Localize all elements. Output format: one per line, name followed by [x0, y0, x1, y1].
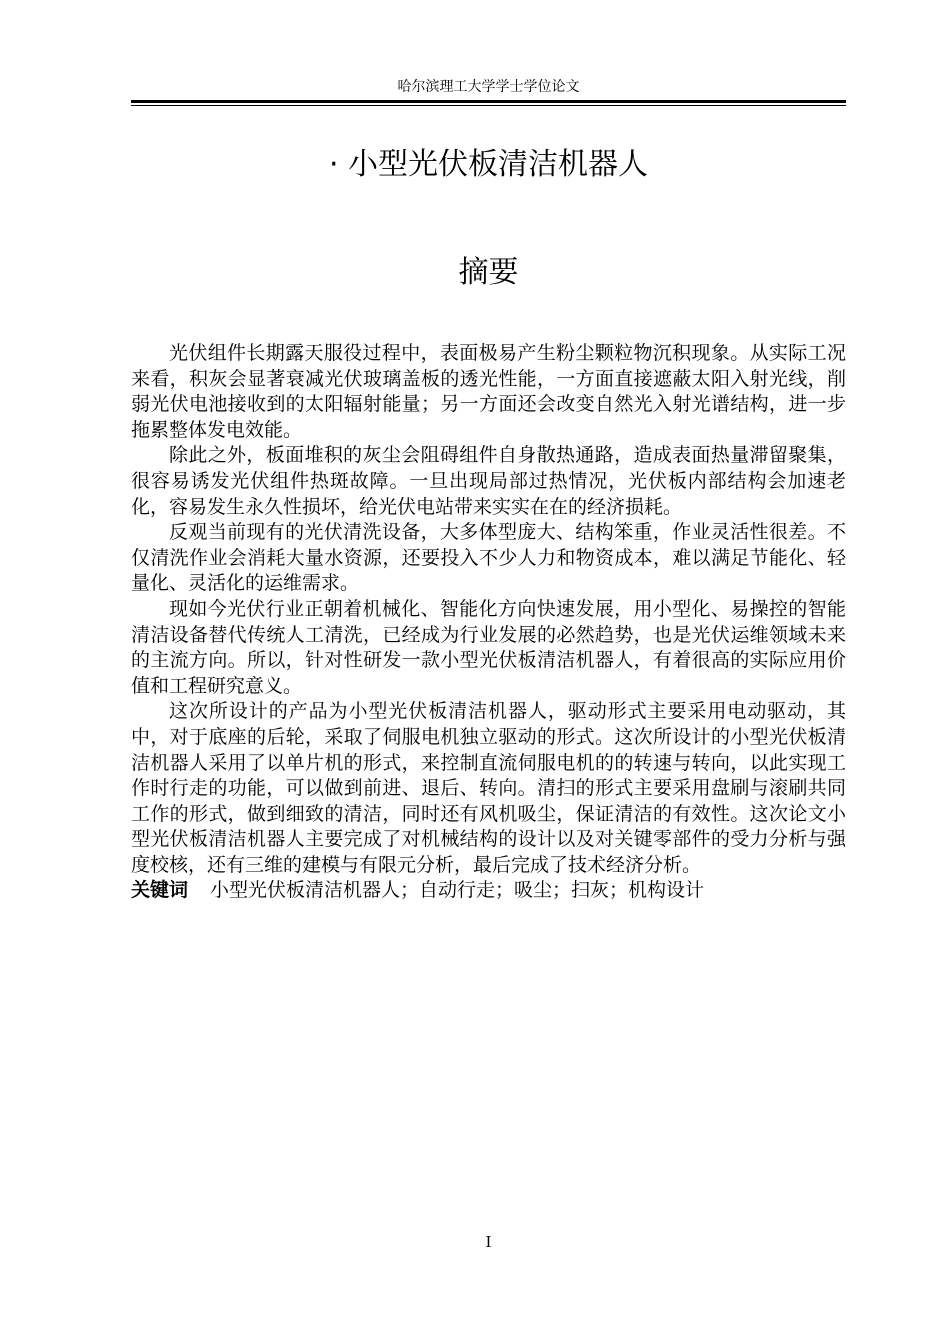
running-header: 哈尔滨理工大学学士学位论文 [397, 79, 580, 95]
abstract-body [131, 341, 846, 904]
abstract-paragraph-3: 反观当前现有的光伏清洗设备，大多体型庞大、结构笨重，作业灵活性很差。不仅清洗作业会消耗大量水资源，还要投入不少人力和物资成本，难以满足节能化、轻量化、灵活化的运维需求。 [131, 521, 846, 595]
abstract-paragraph-2: 除此之外，板面堆积的灰尘会阻碍组件自身散热通路，造成表面热量滞留聚集，很容易诱发光伏组件热斑故障。一旦出现局部过热情况，光伏板内部结构会加速老化，容易发生永久性损坏，给光伏电站带来实实在在的经济损耗。 [131, 444, 846, 518]
keywords-label: 关键词 [131, 879, 189, 902]
header-rule-thin [131, 105, 846, 106]
keywords-text: 小型光伏板清洁机器人；自动行走；吸尘；扫灰；机构设计 [210, 879, 705, 902]
abstract-paragraph-4: 现如今光伏行业正朝着机械化、智能化方向快速发展，用小型化、易操控的智能清洁设备替代传统人工清洗，已经成为行业发展的必然趋势，也是光伏运维领域未来的主流方向。所以，针对性研发一款小型光伏板清洁机器人，有着很高的实际应用价值和工程研究意义。 [131, 597, 846, 697]
abstract-paragraph-5: 这次所设计的产品为小型光伏板清洁机器人，驱动形式主要采用电动驱动，其中，对于底座的后轮，采取了伺服电机独立驱动的形式。这次所设计的小型光伏板清洁机器人采用了以单片机的形式，来控制直流伺服电机的的转速与转向，以此实现工作时行走的功能，可以做到前进、退后、转向。清扫的形式主要采用盘刷与滚刷共同工作的形式，做到细致的清洁，同时还有风机吸尘，保证清洁的有效性。这次论文小型光伏板清洁机器人主要完成了对机械结构的设计以及对关键零部件的受力分析与强度校核，还有三维的建模与有限元分析，最后完成了技术经济分析。 [131, 700, 846, 876]
page-number: I [485, 1233, 492, 1251]
thesis-title: · 小型光伏板清洁机器人 [328, 147, 649, 182]
abstract-heading: 摘要 [458, 255, 519, 290]
abstract-paragraph-1: 光伏组件长期露天服役过程中，表面极易产生粉尘颗粒物沉积现象。从实际工况来看，积灰会显著衰减光伏玻璃盖板的透光性能，一方面直接遮蔽太阳入射光线，削弱光伏电池接收到的太阳辐射能量；另一方面还会改变自然光入射光谱结构，进一步拖累整体发电效能。 [131, 342, 846, 441]
keywords-line [131, 878, 846, 904]
header-rule-thick [131, 100, 846, 103]
